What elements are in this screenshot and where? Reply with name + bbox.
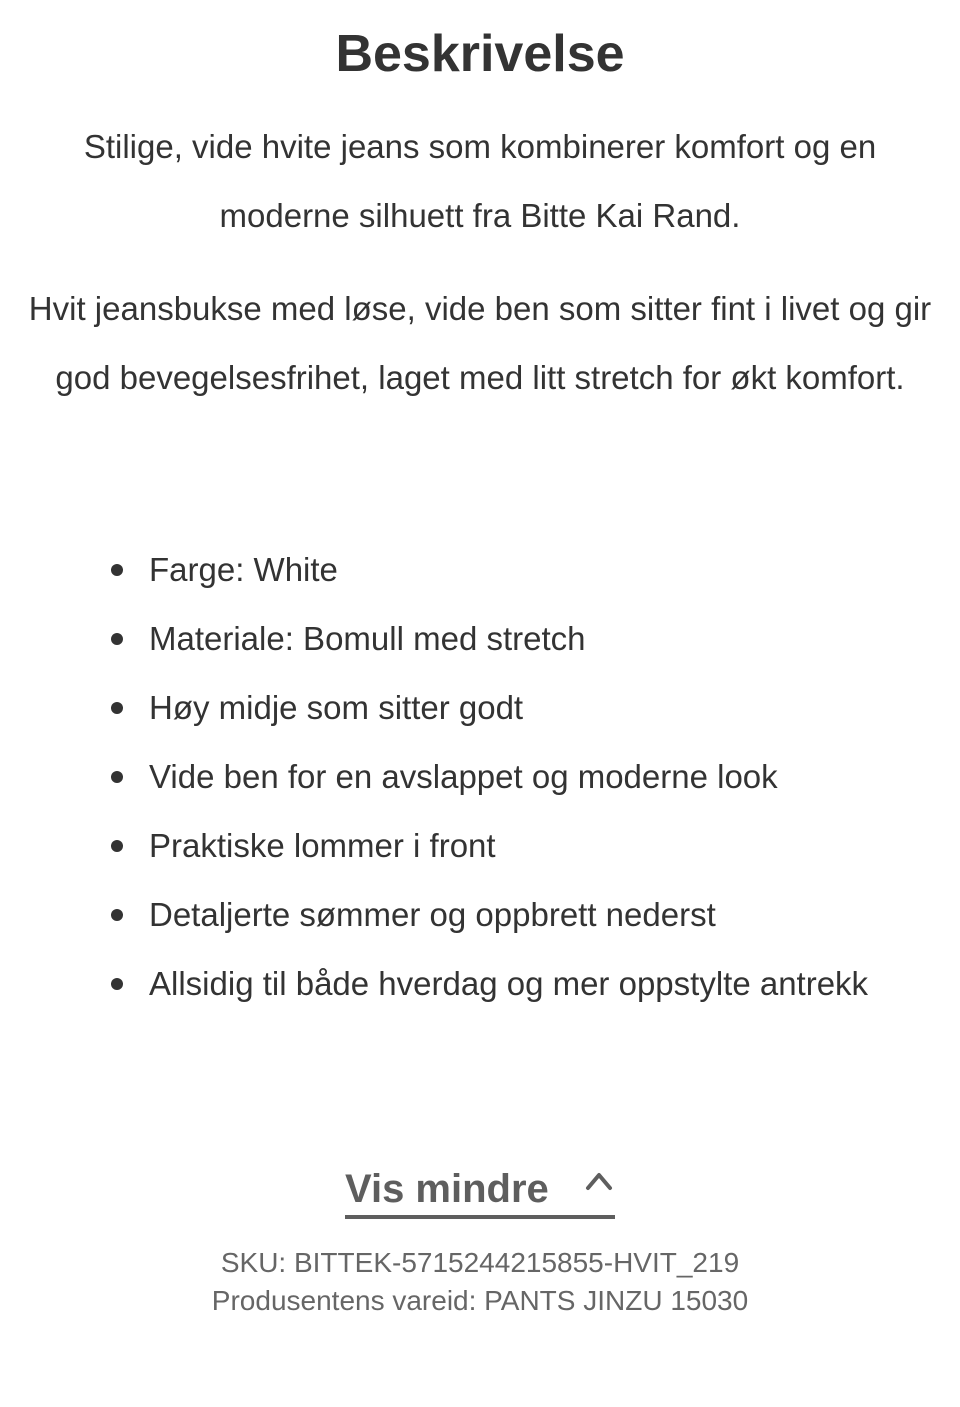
bullet-icon [111,978,123,990]
feature-item [0,880,960,949]
chevron-up-icon [585,1169,613,1193]
description-title: Beskrivelse [335,25,625,83]
feature-text: Detaljerte sømmer og oppbrett nederst [149,896,716,933]
feature-item [0,604,960,673]
bullet-icon [111,840,123,852]
feature-item [0,742,960,811]
feature-text: Høy midje som sitter godt [149,689,524,726]
feature-text: Materiale: Bomull med stretch [149,620,586,657]
feature-text: Allsidig til både hverdag og mer oppstylte antrekk [149,965,869,1002]
feature-text: Farge: White [149,551,338,588]
feature-text: Vide ben for en avslappet og moderne look [149,758,778,795]
feature-item [0,673,960,742]
bullet-icon [111,771,123,783]
sku-text: SKU: BITTEK-5715244215855-HVIT_219 [220,1247,740,1278]
feature-item [0,811,960,880]
feature-text: Praktiske lommer i front [149,827,496,864]
feature-list [0,535,960,1018]
description-body: Hvit jeansbukse med løse, vide ben som sitter fint i livet og gir god bevegelsesfrihet, laget med litt stretch for økt komfort. [28,290,932,396]
bullet-icon [111,909,123,921]
show-less-button[interactable] [345,1163,615,1219]
bullet-icon [111,633,123,645]
show-less-label: Vis mindre [345,1167,549,1211]
feature-item [0,949,960,1018]
description-intro: Stilige, vide hvite jeans som kombinerer komfort og en moderne silhuett fra Bitte Kai Rand. [83,128,877,234]
bullet-icon [111,564,123,576]
bullet-icon [111,702,123,714]
feature-item [0,535,960,604]
manufacturer-id-text: Produsentens vareid: PANTS JINZU 15030 [211,1285,749,1316]
